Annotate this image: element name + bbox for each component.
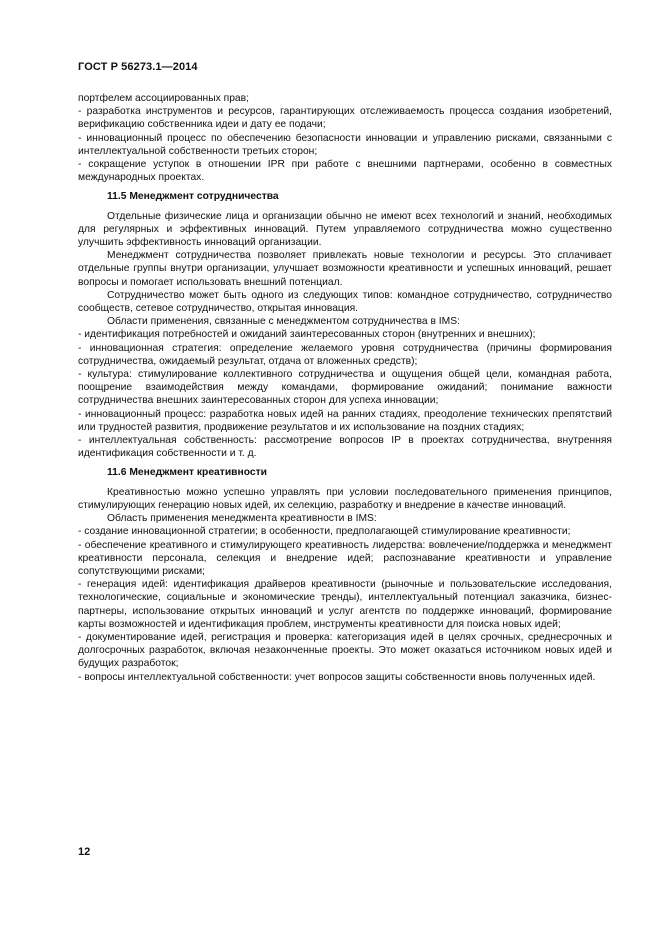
section-heading-11-6: 11.6 Менеджмент креативности (107, 467, 267, 479)
list-item: - инновационная стратегия: определение желаемого уровня сотрудничества (причины формирования сотрудничества, ожидаемый результат, отдача от вложенных средств); (78, 342, 612, 367)
paragraph: Область применения менеджмента креативности в IMS: (107, 513, 377, 525)
list-item: - инновационный процесс по обеспечению безопасности инновации и управлению рисками, связанными с интеллектуальной собственности третьих сторон; (78, 132, 612, 157)
page-number: 12 (78, 846, 91, 858)
list-item: - создание инновационной стратегии; в особенности, предполагающей стимулирование креативности; (78, 526, 571, 538)
list-item: портфелем ассоциированных прав; (78, 93, 249, 104)
list-item: - разработка инструментов и ресурсов, гарантирующих отслеживаемость процесса создания изобретений, верификацию собственника идеи и дату ее подачи; (78, 106, 612, 131)
list-item: - инновационный процесс: разработка новых идей на ранних стадиях, преодоление технических препятствий или трудностей развития, продвижение результатов и их использование на поздних стадиях; (78, 408, 612, 433)
section-heading-11-5: 11.5 Менеджмент сотрудничества (107, 191, 279, 203)
paragraph: Креативностью можно успешно управлять при условии последовательного применения принципов, стимулирующих генерацию новых идей, их селекцию, разработку и внедрение в качестве инноваций. (78, 486, 612, 511)
list-item: - сокращение уступок в отношении IPR при работе с внешними партнерами, особенно в совместных международных проектах. (78, 159, 612, 184)
paragraph: Области применения, связанные с менеджментом сотрудничества в IMS: (107, 316, 460, 328)
list-item: - документирование идей, регистрация и проверка: категоризация идей в целях срочных, среднесрочных и долгосрочных разработок, включая незаконченные проекты. Это может оказаться источником новых идей и будущих разработок; (78, 631, 612, 670)
list-item: - культура: стимулирование коллективного сотрудничества и ощущения общей цели, командная работа, поощрение взаимодействия между командами, формирование ожиданий; понимание важности сотрудничества внешних заинтересованных сторон для успеха инновации; (78, 369, 612, 407)
list-item: - генерация идей: идентификация драйверов креативности (рыночные и пользовательские исследования, технологические, социальные и экономические тренды), интеллектуальный потенциал заказчика, бизнес-партнеры, использование открытых инноваций и услуг агентств по поддержке инноваций, формирование карты возможностей и идентификация проблем, инструменты креативности для поиска новых идей; (78, 579, 612, 630)
page-body (78, 92, 612, 684)
list-item: - интеллектуальная собственность: рассмотрение вопросов IP в проектах сотрудничества, внутренняя идентификация собственности и т. д. (78, 435, 612, 460)
paragraph: Менеджмент сотрудничества позволяет привлекать новые технологии и ресурсы. Это сплачивает отдельные группы внутри организации, улучшает возможности креативности и успешных инноваций, решает вопросы и помогает использовать внешний потенциал. (78, 250, 612, 288)
list-item: - идентификация потребностей и ожиданий заинтересованных сторон (внутренних и внешних); (78, 329, 536, 341)
document-header: ГОСТ Р 56273.1—2014 (78, 61, 198, 73)
list-item: - вопросы интеллектуальной собственности: учет вопросов защиты собственности вновь полученных идей. (78, 671, 596, 683)
list-item: - обеспечение креативного и стимулирующего креативность лидерства: вовлечение/поддержка и менеджмент креативности персонала, селекция и внедрение идей; распознавание креативности и управление сопутствующими рисками; (78, 539, 612, 577)
paragraph: Отдельные физические лица и организации обычно не имеют всех технологий и знаний, необходимых для регулярных и эффективных инноваций. Путем управляемого сотрудничества можно существенно улучшить эффективность инноваций организации. (78, 210, 612, 249)
paragraph: Сотрудничество может быть одного из следующих типов: командное сотрудничество, сотрудничество сообществ, сетевое сотрудничество, открытая инновация. (78, 289, 612, 315)
